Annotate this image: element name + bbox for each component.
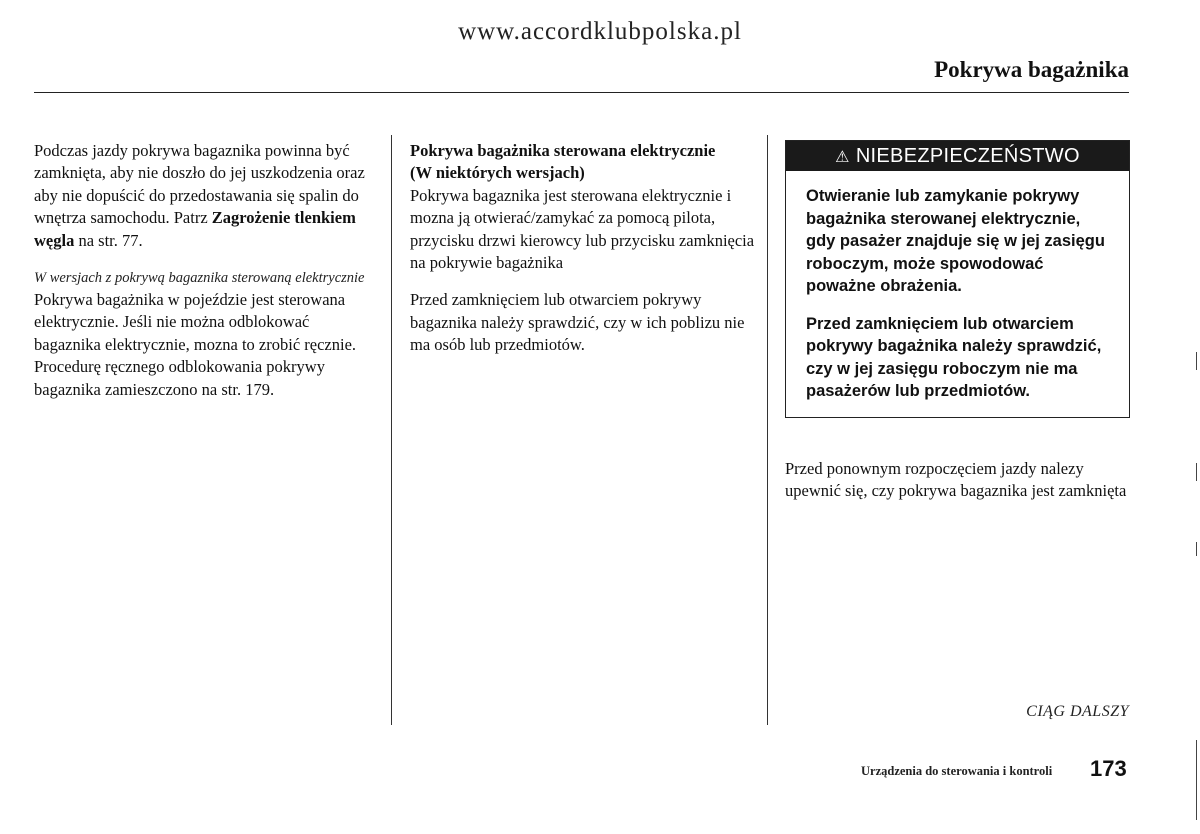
manual-release-paragraph: Pokrywa bagażnika w pojeździe jest sterowana elektrycznie. Jeśli nie można odblokować bagaznika elektrycznie, mozna to zrobić ręcznie. Procedurę ręcznego odblokowania pokrywy bagaznika zamieszczono na str. 179.: [34, 290, 357, 399]
warning-paragraph: Przed zamknięciem lub otwarciem pokrywy bagażnika należy sprawdzić, czy w jej zasięgu roboczym nie ma pasażerów lub przedmiotów.: [806, 314, 1102, 400]
continued-label: CIĄG DALSZY: [1026, 703, 1129, 720]
danger-warning-box: [785, 140, 1130, 418]
intro-paragraph: Podczas jazdy pokrywa bagaznika powinna być zamknięta, aby nie doszło do jej uszkodzenia oraz aby nie dopuścić do przedostawania się spalin do wnętrza samochodu. Patrz Zagrożenie tlenkiem węgla na str. 77.: [34, 141, 365, 250]
page-edge-mark: [1196, 352, 1197, 370]
page-edge-mark: [1196, 740, 1197, 820]
column-left: [34, 140, 374, 401]
column-divider-left: [391, 135, 392, 725]
safety-check-paragraph: Przed zamknięciem lub otwarciem pokrywy bagaznika należy sprawdzić, czy w ich poblizu nie ma osób lub przedmiotów.: [410, 290, 745, 355]
site-url[interactable]: www.accordklubpolska.pl: [458, 18, 742, 45]
closing-paragraph: Przed ponownym rozpoczęciem jazdy nalezy upewnić się, czy pokrywa bagaznika jest zamknięta: [785, 458, 1127, 500]
danger-warning-header: ⚠ NIEBEZPIECZEŃSTWO: [786, 141, 1129, 171]
power-tailgate-paragraph: Pokrywa bagaznika jest sterowana elektrycznie i mozna ją otwierać/zamykać za pomocą pilota, przycisku drzwi kierowcy lub przycisku zamknięcia na pokrywie bagażnika: [410, 185, 755, 273]
header-rule: [34, 92, 1129, 93]
page-edge-mark: [1196, 463, 1197, 481]
column-right: [785, 140, 1130, 502]
warning-triangle-icon: ⚠: [835, 149, 850, 166]
section-title: Pokrywa bagażnika: [934, 57, 1129, 82]
footer-section-label: Urządzenia do sterowania i kontroli: [861, 764, 1053, 778]
danger-warning-body: [786, 171, 1129, 403]
column-divider-right: [767, 135, 768, 725]
column-middle: [410, 140, 756, 357]
page-edge-mark: [1196, 542, 1197, 556]
version-caption: W wersjach z pokrywą bagaznika sterowaną elektrycznie: [34, 270, 365, 287]
warning-paragraph: Otwieranie lub zamykanie pokrywy bagażnika sterowanej elektrycznie, gdy pasażer znajduje się w jej zasięgu roboczym, może spowodować poważne obrażenia.: [806, 187, 1105, 295]
carbon-monoxide-reference: Zagrożenie tlenkiem węgla: [34, 208, 356, 250]
page-number: 173: [1090, 756, 1127, 781]
power-tailgate-subheading: Pokrywa bagażnika sterowana elektrycznie (W niektórych wersjach): [410, 141, 716, 183]
